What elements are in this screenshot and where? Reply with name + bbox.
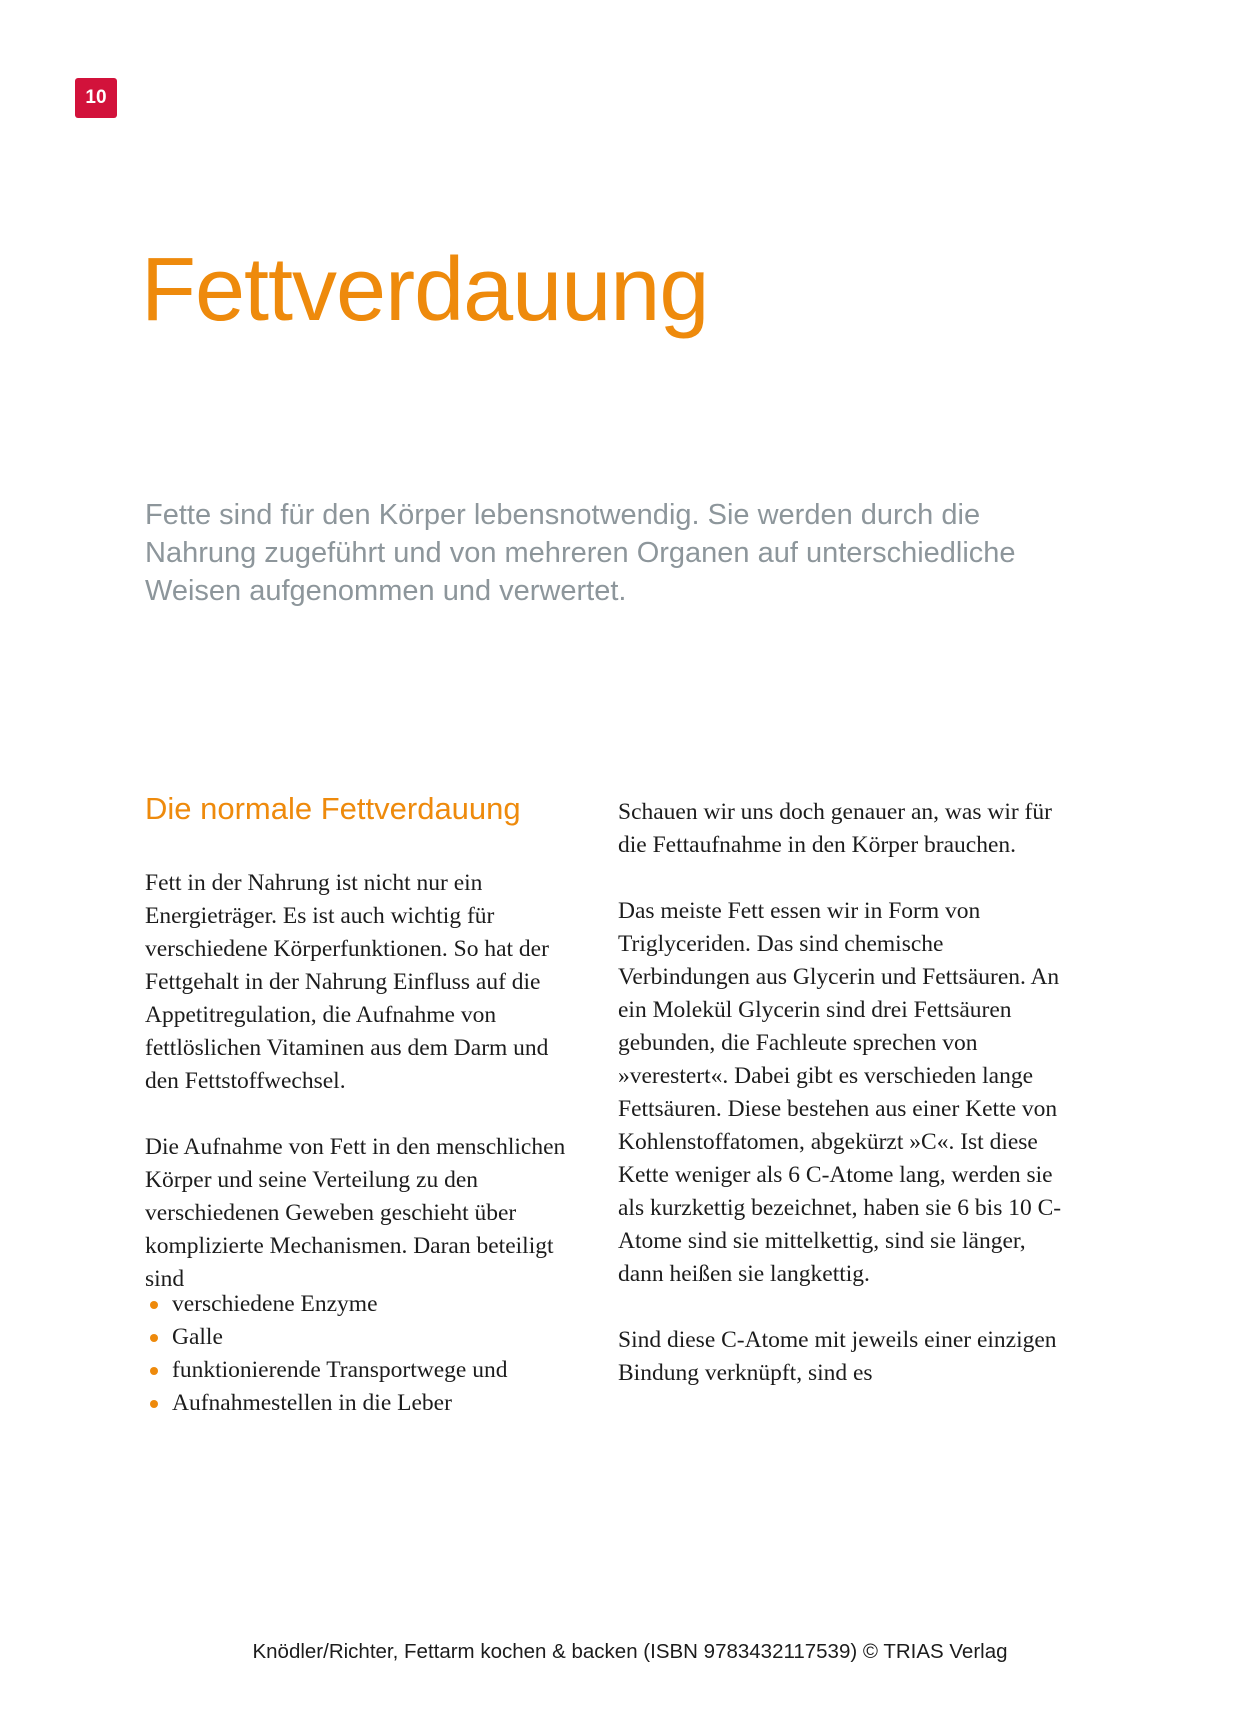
- list-item: Galle: [145, 1321, 577, 1354]
- list-item: funktionierende Transportwege und: [145, 1354, 577, 1387]
- left-paragraph-1: Fett in der Nahrung ist nicht nur ein Energieträger. Es ist auch wichtig für verschiedene Körperfunktionen. So hat der Fettgehalt in der Nahrung Einfluss auf die Appetitregulation, die Aufnahme von fettlöslichen Vitaminen aus dem Darm und den Fettstoffwechsel.: [145, 870, 549, 1095]
- list-item: Aufnahmestellen in die Leber: [145, 1387, 577, 1420]
- right-paragraph-3: Sind diese C-Atome mit jeweils einer einzigen Bindung verknüpft, sind es: [618, 1327, 1057, 1386]
- right-paragraph-1: Schauen wir uns doch genauer an, was wir für die Fettaufnahme in den Körper brauchen.: [618, 799, 1052, 858]
- list-item: verschiedene Enzyme: [145, 1288, 577, 1321]
- intro-paragraph: Fette sind für den Körper lebensnotwendig. Sie werden durch die Nahrung zugeführt und von mehreren Organen auf unterschiedliche Weisen aufgenommen und verwertet.: [145, 499, 1016, 607]
- left-column: [145, 790, 577, 1420]
- right-paragraph-2: Das meiste Fett essen wir in Form von Triglyceriden. Das sind chemische Verbindungen aus Glycerin und Fettsäuren. An ein Molekül Glycerin sind drei Fettsäuren gebunden, die Fachleute sprechen von »verestert«. Dabei gibt es verschieden lange Fettsäuren. Diese bestehen aus einer Kette von Kohlenstoffatomen, abgekürzt »C«. Ist diese Kette weniger als 6 C-Atome lang, werden sie als kurzkettig bezeichnet, haben sie 6 bis 10 C-Atome sind sie mittelkettig, sind sie länger, dann heißen sie langkettig.: [618, 898, 1062, 1287]
- section-heading: Die normale Fettverdauung: [145, 791, 521, 826]
- page-number-badge: 10: [75, 78, 117, 118]
- page-title: Fettverdauung: [141, 240, 709, 341]
- left-paragraph-2: Die Aufnahme von Fett in den menschlichen Körper und seine Verteilung zu den verschiedenen Geweben geschieht über komplizierte Mechanismen. Daran beteiligt sind: [145, 1134, 566, 1293]
- footer-credit: Knödler/Richter, Fettarm kochen & backen (ISBN 9783432117539) © TRIAS Verlag: [252, 1640, 1008, 1663]
- bullet-list: [145, 1288, 577, 1420]
- right-column: [618, 790, 1068, 1390]
